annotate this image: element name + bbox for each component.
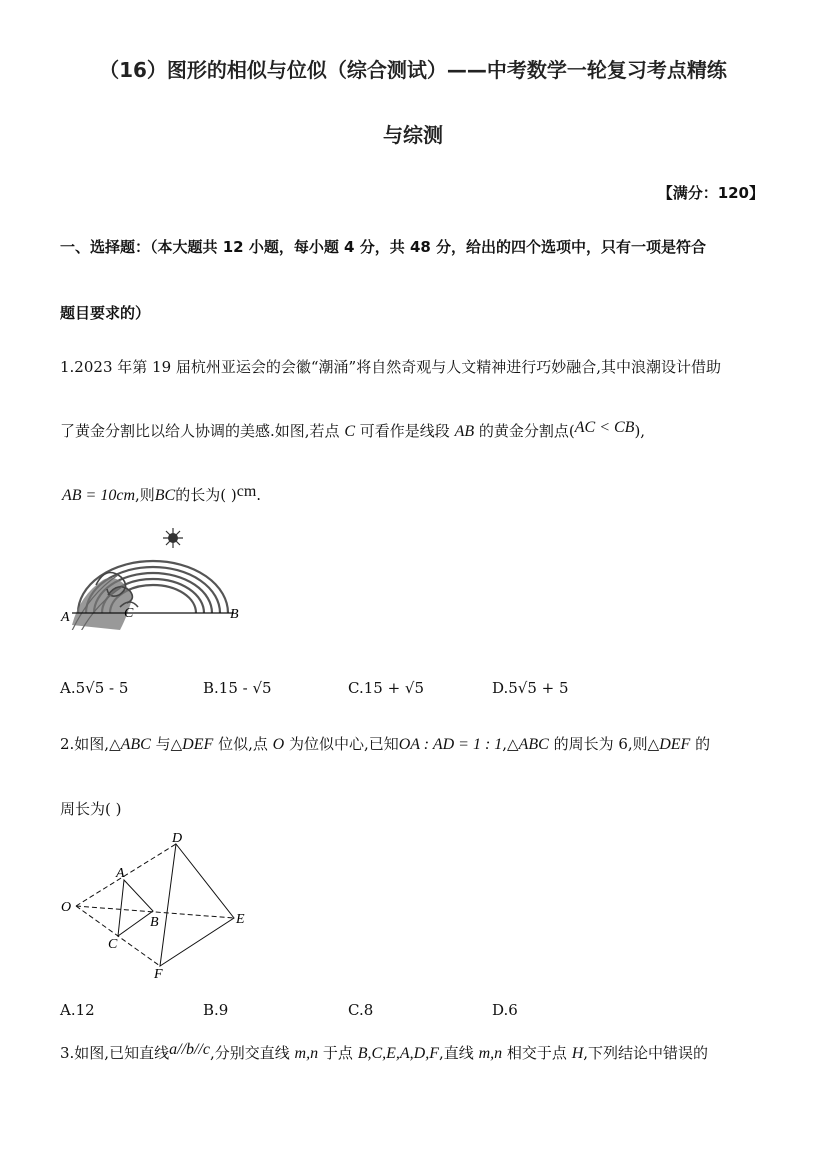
q1-text: 的长为( ): [175, 486, 237, 504]
q1-segment-ab: AB: [454, 423, 475, 440]
q1-text: .: [256, 486, 262, 504]
q2-text: 与△: [155, 735, 183, 753]
q1-point-c: C: [344, 423, 355, 440]
q1-condition: AC < CB: [574, 419, 635, 436]
section-desc-line2: 题目要求的）: [60, 304, 151, 322]
q2-text: 2.如图,△: [60, 735, 121, 753]
section-desc: （本大题共 12 小题，每小题 4 分，共 48 分，给出的四个选项中，只有一项是符合: [150, 238, 707, 256]
q2-triangle-abc: ABC: [518, 736, 549, 753]
q2-line2: 周长为( ): [60, 800, 122, 818]
q3-lines-mn: m,n: [478, 1045, 503, 1062]
q1-text: 的黄金分割点(: [478, 422, 575, 440]
label-d: D: [172, 832, 183, 846]
q2-text: 位似,点: [218, 735, 268, 753]
full-score: 【满分：120】: [657, 184, 764, 202]
q2-option-c[interactable]: C.8: [348, 1001, 374, 1019]
q1-ab-length: AB = 10cm: [62, 487, 135, 504]
page-title: （16）图形的相似与位似（综合测试）——中考数学一轮复习考点精练: [99, 58, 727, 82]
q1-unit: cm: [236, 483, 257, 500]
q2-point-o: O: [272, 736, 285, 753]
q3-text: 相交于点: [506, 1044, 567, 1062]
q1-text: ),: [634, 422, 646, 440]
q3-points: B,C,E,A,D,F: [357, 1045, 440, 1062]
q1-line3: [62, 484, 261, 505]
q1-emblem-figure: [58, 525, 248, 630]
q1-option-b[interactable]: B.15 - √5: [203, 679, 272, 697]
q1-line2: [60, 420, 645, 441]
section-title: 一、选择题：: [60, 238, 151, 256]
q1-text: 可看作是线段: [359, 422, 450, 440]
label-a: A: [61, 610, 70, 625]
label-o: O: [61, 900, 72, 915]
label-e: E: [236, 912, 245, 927]
q2-text: ,△: [502, 735, 519, 753]
label-a: A: [116, 866, 125, 881]
q2-option-d[interactable]: D.6: [492, 1001, 518, 1019]
q3-text: ,分别交直线: [209, 1044, 290, 1062]
q3-text: 于点: [322, 1044, 353, 1062]
section-heading: [60, 236, 706, 257]
q1-option-c[interactable]: C.15 + √5: [348, 679, 425, 697]
q3-parallel-lines: a//b//c: [169, 1041, 210, 1058]
label-b: B: [230, 607, 239, 622]
q2-ratio: OA : AD = 1 : 1: [398, 736, 503, 753]
sun-icon: [163, 528, 183, 548]
label-c: C: [108, 937, 118, 952]
q1-text: 了黄金分割比以给人协调的美感.如图,若点: [60, 422, 340, 440]
page-title-line2: 与综测: [383, 123, 443, 147]
q2-line1: [60, 733, 710, 754]
q3-text: 3.如图,已知直线: [60, 1044, 170, 1062]
q3-lines-mn: m,n: [294, 1045, 319, 1062]
q1-option-d[interactable]: D.5√5 + 5: [492, 679, 569, 697]
q2-option-b[interactable]: B.9: [203, 1001, 229, 1019]
q2-triangle-def: DEF: [659, 736, 691, 753]
q2-text: 为位似中心,已知: [288, 735, 399, 753]
q2-triangle-def: DEF: [182, 736, 214, 753]
label-c: C: [124, 606, 134, 621]
q2-option-a[interactable]: A.12: [60, 1001, 95, 1019]
q2-text: 的: [695, 735, 711, 753]
label-b: B: [150, 915, 159, 930]
q2-triangle-abc: ABC: [120, 736, 151, 753]
label-f: F: [154, 967, 163, 982]
q1-segment-bc: BC: [154, 487, 176, 504]
q2-homothety-figure: [58, 832, 258, 982]
q1-line1: 1.2023 年第 19 届杭州亚运会的会徽“潮涌”将自然奇观与人文精神进行巧妙融合,其中浪潮设计借助: [60, 358, 721, 376]
q3-point-h: H: [571, 1045, 584, 1062]
q1-text: ,则: [135, 486, 155, 504]
q2-text: 的周长为 6,则△: [553, 735, 660, 753]
q1-option-a[interactable]: A.5√5 - 5: [60, 679, 129, 697]
q3-text: ,下列结论中错误的: [583, 1044, 709, 1062]
q3-text: ,直线: [439, 1044, 474, 1062]
q3-line1: [60, 1042, 708, 1063]
